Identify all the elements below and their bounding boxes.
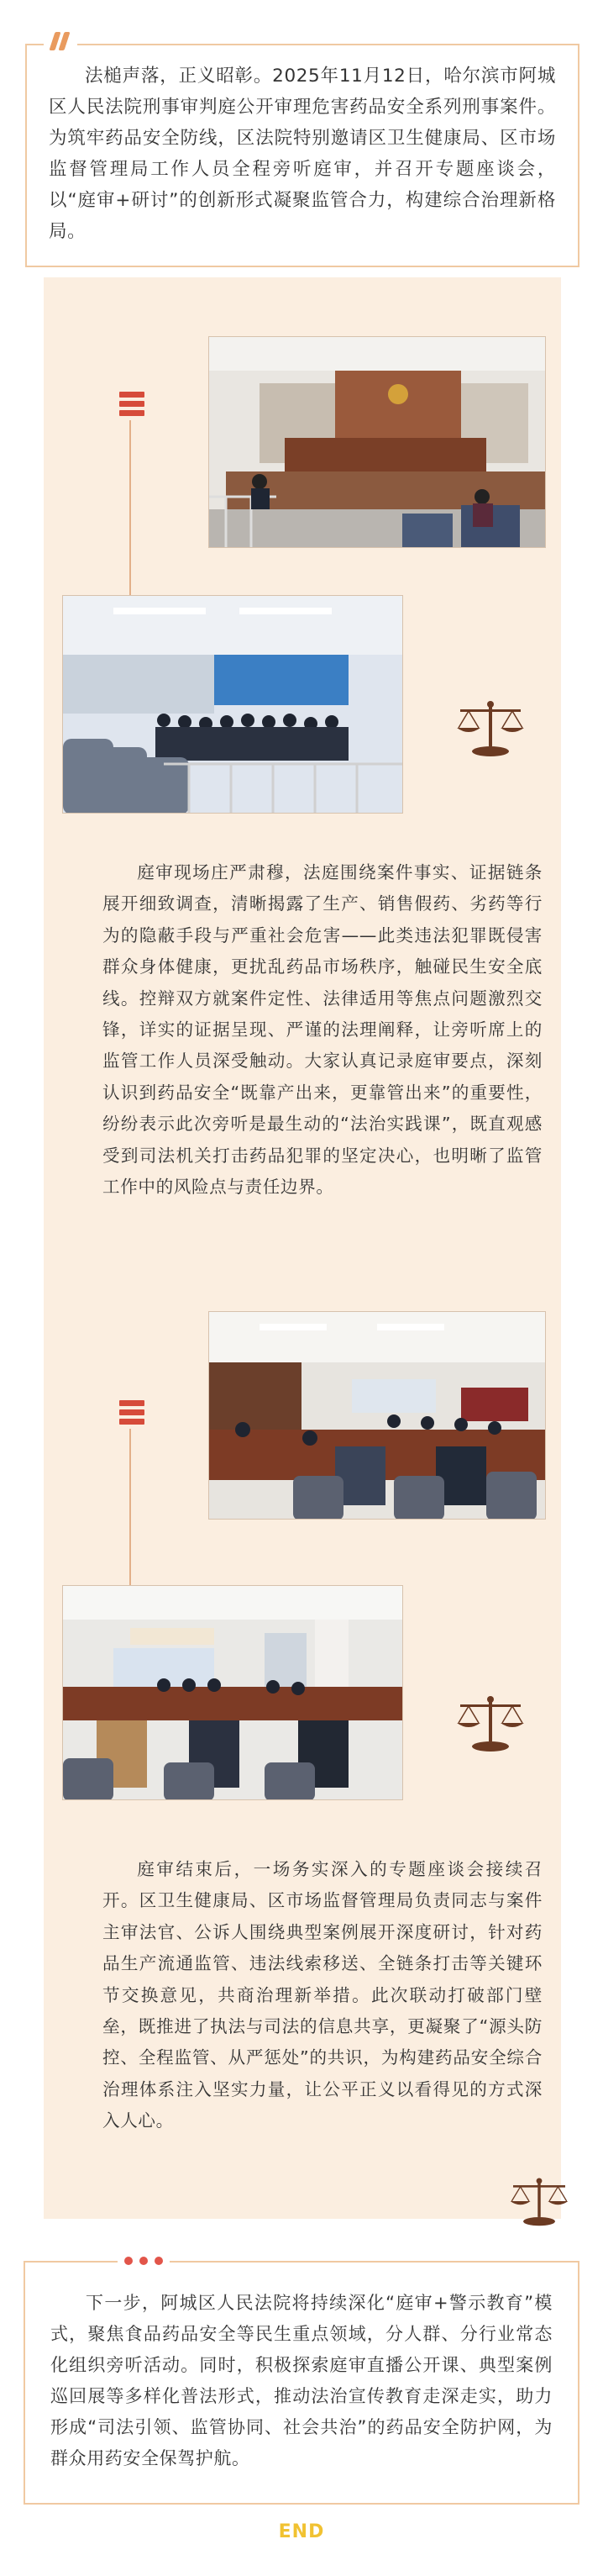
red-stripes-flag-icon [119, 392, 146, 415]
courtroom-photo [208, 336, 546, 548]
decor-thread [129, 1429, 131, 1605]
trial-paragraph: 庭审现场庄严肃穆，法庭围绕案件事实、证据链条展开细致调查，清晰揭露了生产、销售假药、劣药等行为的隐蔽手段与严重社会危害——此类违法犯罪既侵害群众身体健康，更扰乱药品市场秩序，触碰民生安全底线。控辩双方就案件定性、法律适用等焦点问题激烈交锋，详实的证据呈现、严谨的法理阐释，让旁听席上的监管工作人员深受触动。大家认真记录庭审要点，深刻认识到药品安全“既靠产出来，更靠管出来”的重要性，纷纷表示此次旁听是最生动的“法治实践课”，既直观感受到司法机关打击药品犯罪的坚定决心，也明晰了监管工作中的风险点与责任边界。 [102, 862, 543, 1198]
red-stripes-flag-icon [119, 1400, 146, 1424]
intro-box [25, 44, 579, 267]
decor-thread [129, 420, 131, 597]
content-panel [44, 277, 561, 2219]
justice-scale-icon [454, 1693, 527, 1753]
end-label: END [278, 2521, 325, 2542]
meeting-photo [208, 1311, 546, 1520]
intro-paragraph: 法槌声落，正义昭彰。2025年11月12日，哈尔滨市阿城区人民法院刑事审判庭公开审理危害药品安全系列刑事案件。为筑牢药品安全防线，区法院特别邀请区卫生健康局、区市场监督管理局工作人员全程旁听庭审，并召开专题座谈会，以“庭审+研讨”的创新形式凝聚监管合力，构建综合治理新格局。 [49, 66, 556, 242]
outro-box [24, 2261, 579, 2505]
audience-photo [62, 595, 403, 814]
forum-paragraph: 庭审结束后，一场务实深入的专题座谈会接续召开。区卫生健康局、区市场监督管理局负责同志与案件主审法官、公诉人围绕典型案例展开深度研讨，针对药品生产流通监管、违法线索移送、全链条打击等关键环节交换意见，共商治理新举措。此次联动打破部门壁垒，既推进了执法与司法的信息共享，更凝聚了“源头防控、全程监管、从严惩处”的共识，为构建药品安全综合治理体系注入坚实力量，让公平正义以看得见的方式深入人心。 [102, 1859, 543, 2131]
forum-photo [62, 1585, 403, 1800]
quote-mark-icon [44, 29, 77, 54]
justice-scale-icon [454, 698, 527, 758]
justice-scale-icon [507, 2175, 571, 2227]
outro-paragraph: 下一步，阿城区人民法院将持续深化“庭审+警示教育”模式，聚焦食品药品安全等民生重点领域，分人群、分行业常态化组织旁听活动。同时，积极探索庭审直播公开课、典型案例巡回展等多样化普法形式，推动法治宣传教育走深走实，助力形成“司法引领、监管协同、社会共治”的药品安全防护网，为群众用药安全保驾护航。 [50, 2293, 553, 2468]
three-dots-icon [118, 2254, 170, 2268]
